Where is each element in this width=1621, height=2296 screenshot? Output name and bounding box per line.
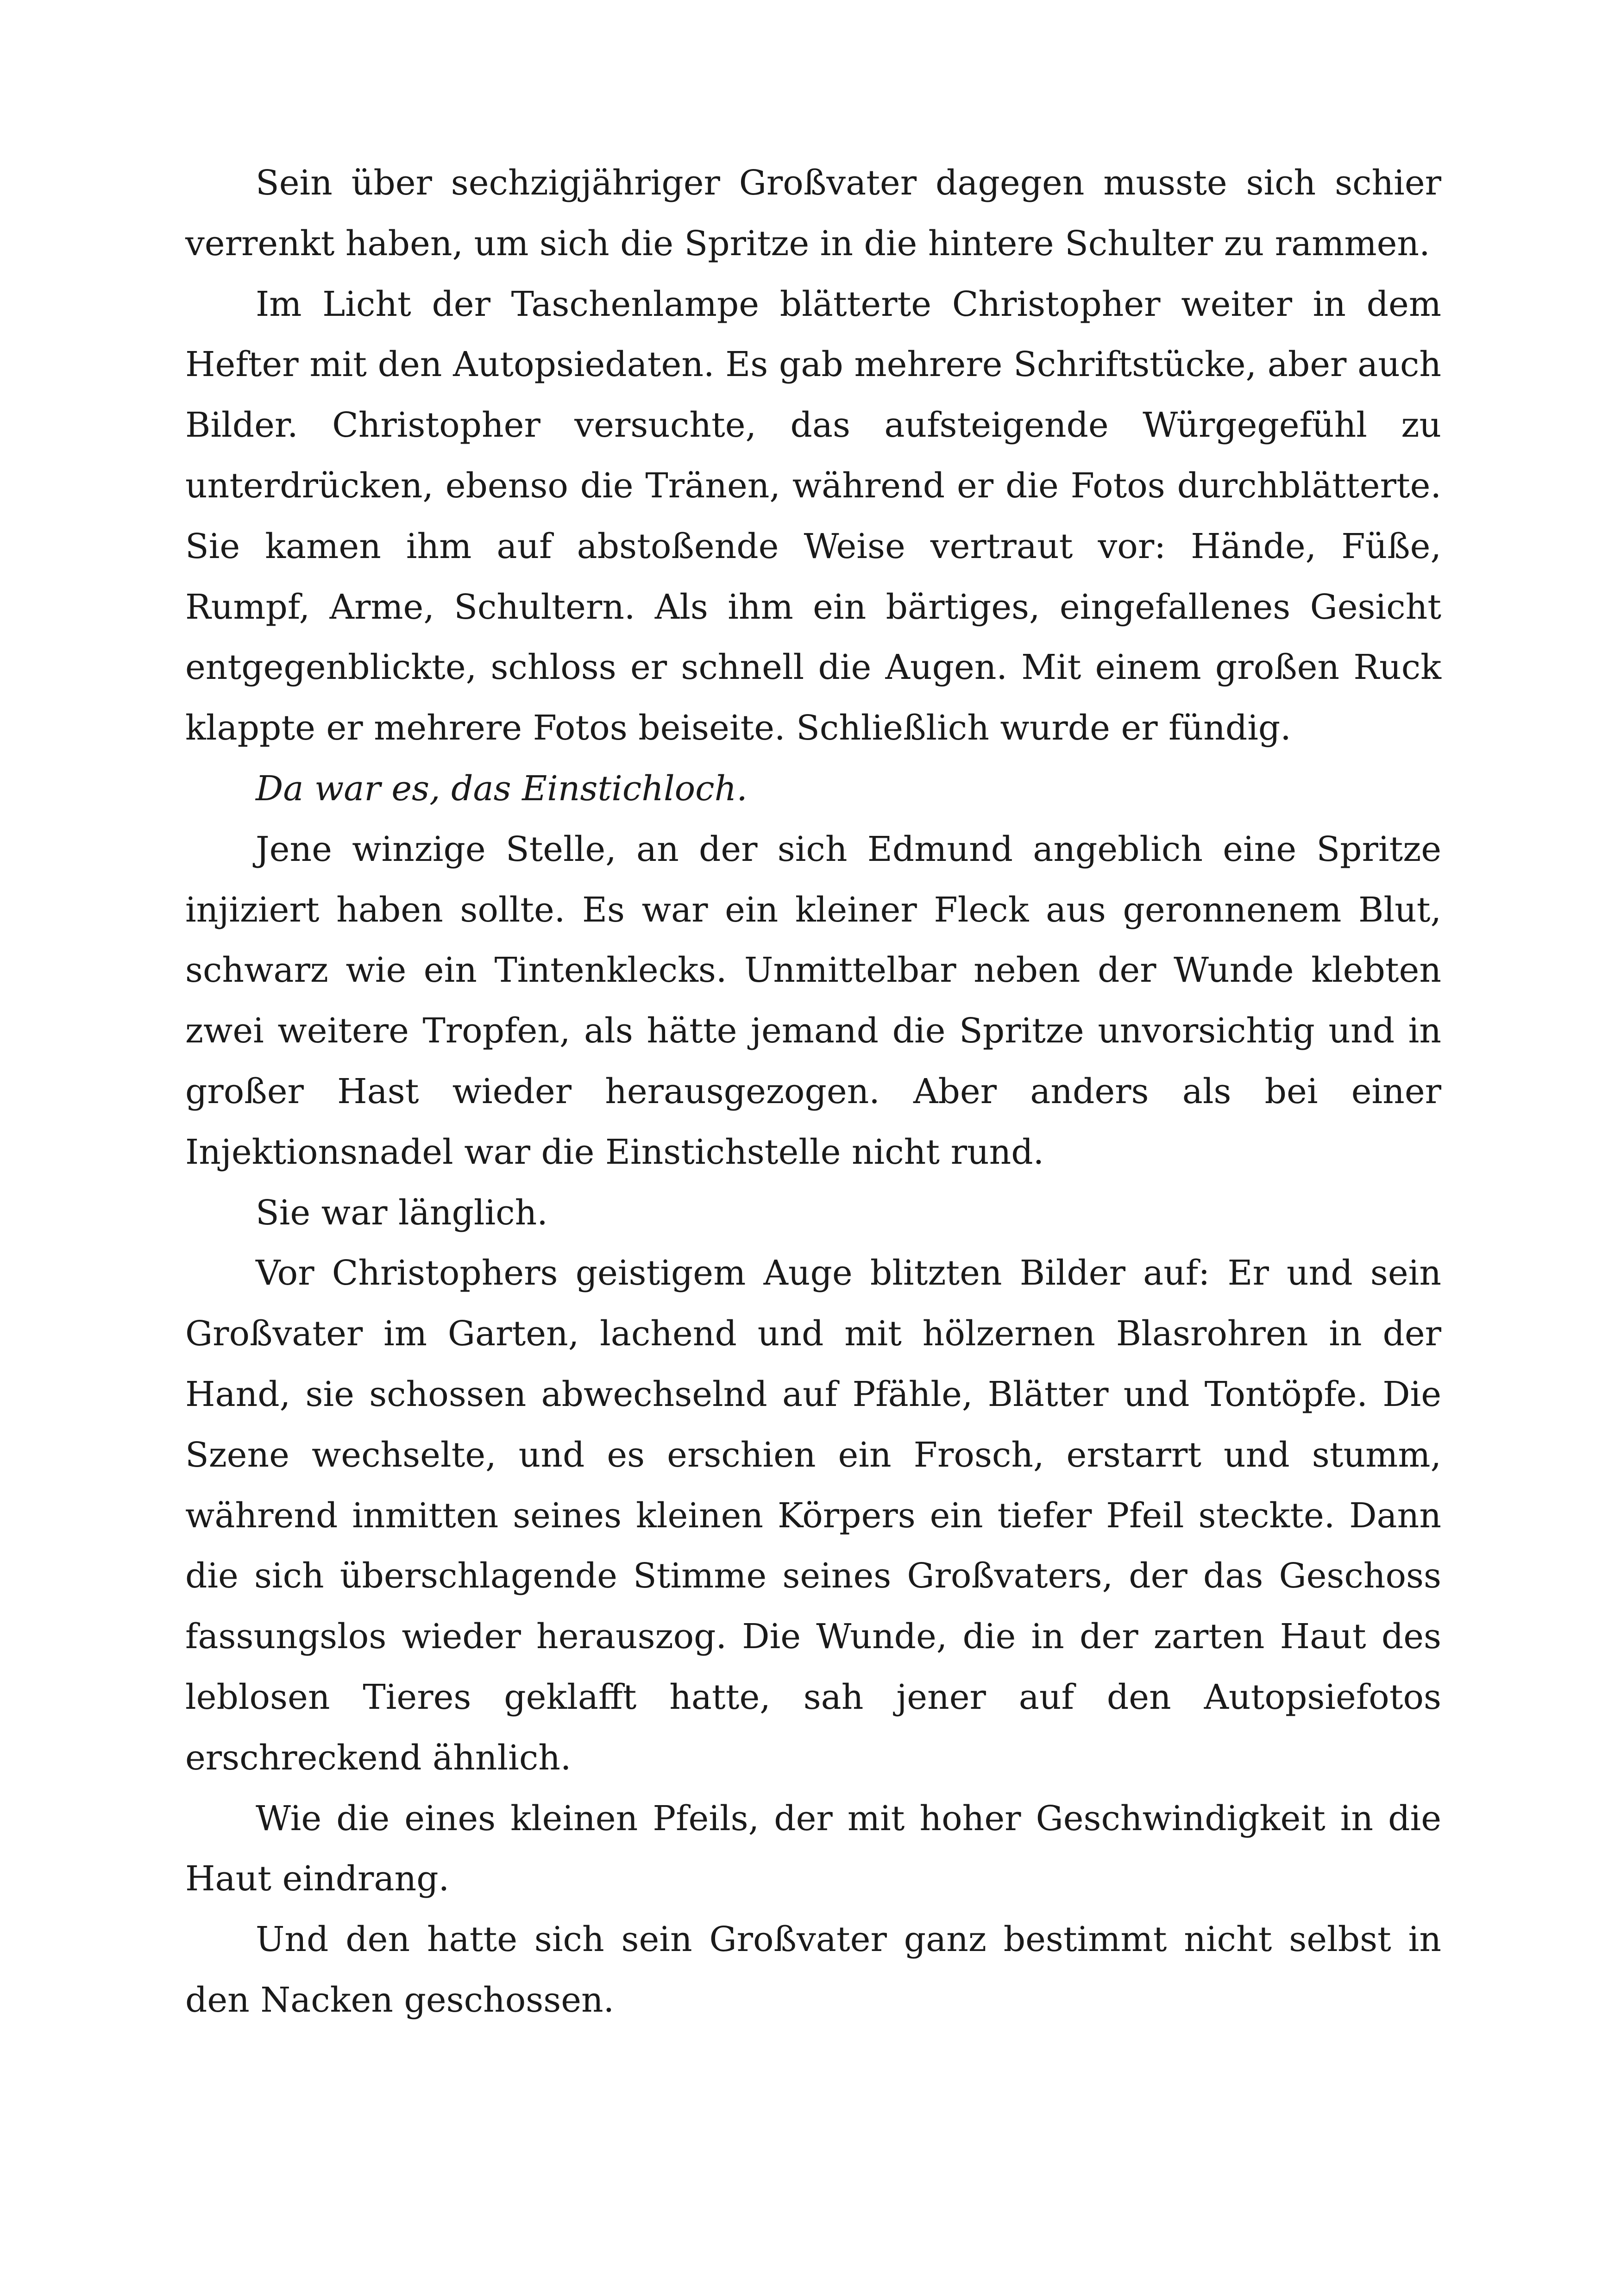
paragraph-1: Sein über sechzigjähriger Großvater dagegen musste sich schier verrenkt haben, um sich die Spritze in die hintere Schulter zu rammen. xyxy=(185,163,1441,263)
paragraph-3-italic: Da war es, das Einstichloch. xyxy=(256,768,748,809)
paragraph-2: Im Licht der Taschenlampe blätterte Christopher weiter in dem Hefter mit den Autopsiedaten. Es gab mehrere Schriftstücke, aber auch Bilder. Christopher versuchte, das aufsteigende Würgegefühl zu unterdrücken, ebenso die Tränen, während er die Fotos durchblätterte. Sie kamen ihm auf abstoßende Weise vertraut vor: Hände, Füße, Rumpf, Arme, Schultern. Als ihm ein bärtiges, eingefallenes Gesicht entgegenblickte, schloss er schnell die Augen. Mit einem großen Ruck klappte er mehrere Fotos beiseite. Schließlich wurde er fündig. xyxy=(185,284,1441,748)
paragraph-4: Jene winzige Stelle, an der sich Edmund angeblich eine Spritze injiziert haben sollte. Es war ein kleiner Fleck aus geronnenem Blut, schwarz wie ein Tintenklecks. Unmittelbar neben der Wunde klebten zwei weitere Tropfen, als hätte jemand die Spritze unvorsichtig und in großer Hast wieder herausgezogen. Aber anders als bei einer Injektionsnadel war die Einstichstelle nicht rund. xyxy=(185,829,1441,1172)
paragraph-7: Wie die eines kleinen Pfeils, der mit hoher Geschwindigkeit in die Haut eindrang. xyxy=(185,1798,1441,1899)
paragraph-5: Sie war länglich. xyxy=(256,1192,548,1233)
paragraph-6: Vor Christophers geistigem Auge blitzten Bilder auf: Er und sein Großvater im Garten, lachend und mit hölzernen Blasrohren in der Hand, sie schossen abwechselnd auf Pfähle, Blätter und Tontöpfe. Die Szene wechselte, und es erschien ein Frosch, erstarrt und stumm, während inmitten seines kleinen Körpers ein tiefer Pfeil steckte. Dann die sich überschlagende Stimme seines Großvaters, der das Geschoss fassungslos wieder herauszog. Die Wunde, die in der zarten Haut des leblosen Tieres geklafft hatte, sah jener auf den Autopsiefotos erschreckend ähnlich. xyxy=(185,1253,1441,1778)
page-body xyxy=(185,153,1441,2031)
paragraph-8: Und den hatte sich sein Großvater ganz bestimmt nicht selbst in den Nacken geschossen. xyxy=(185,1920,1441,2020)
